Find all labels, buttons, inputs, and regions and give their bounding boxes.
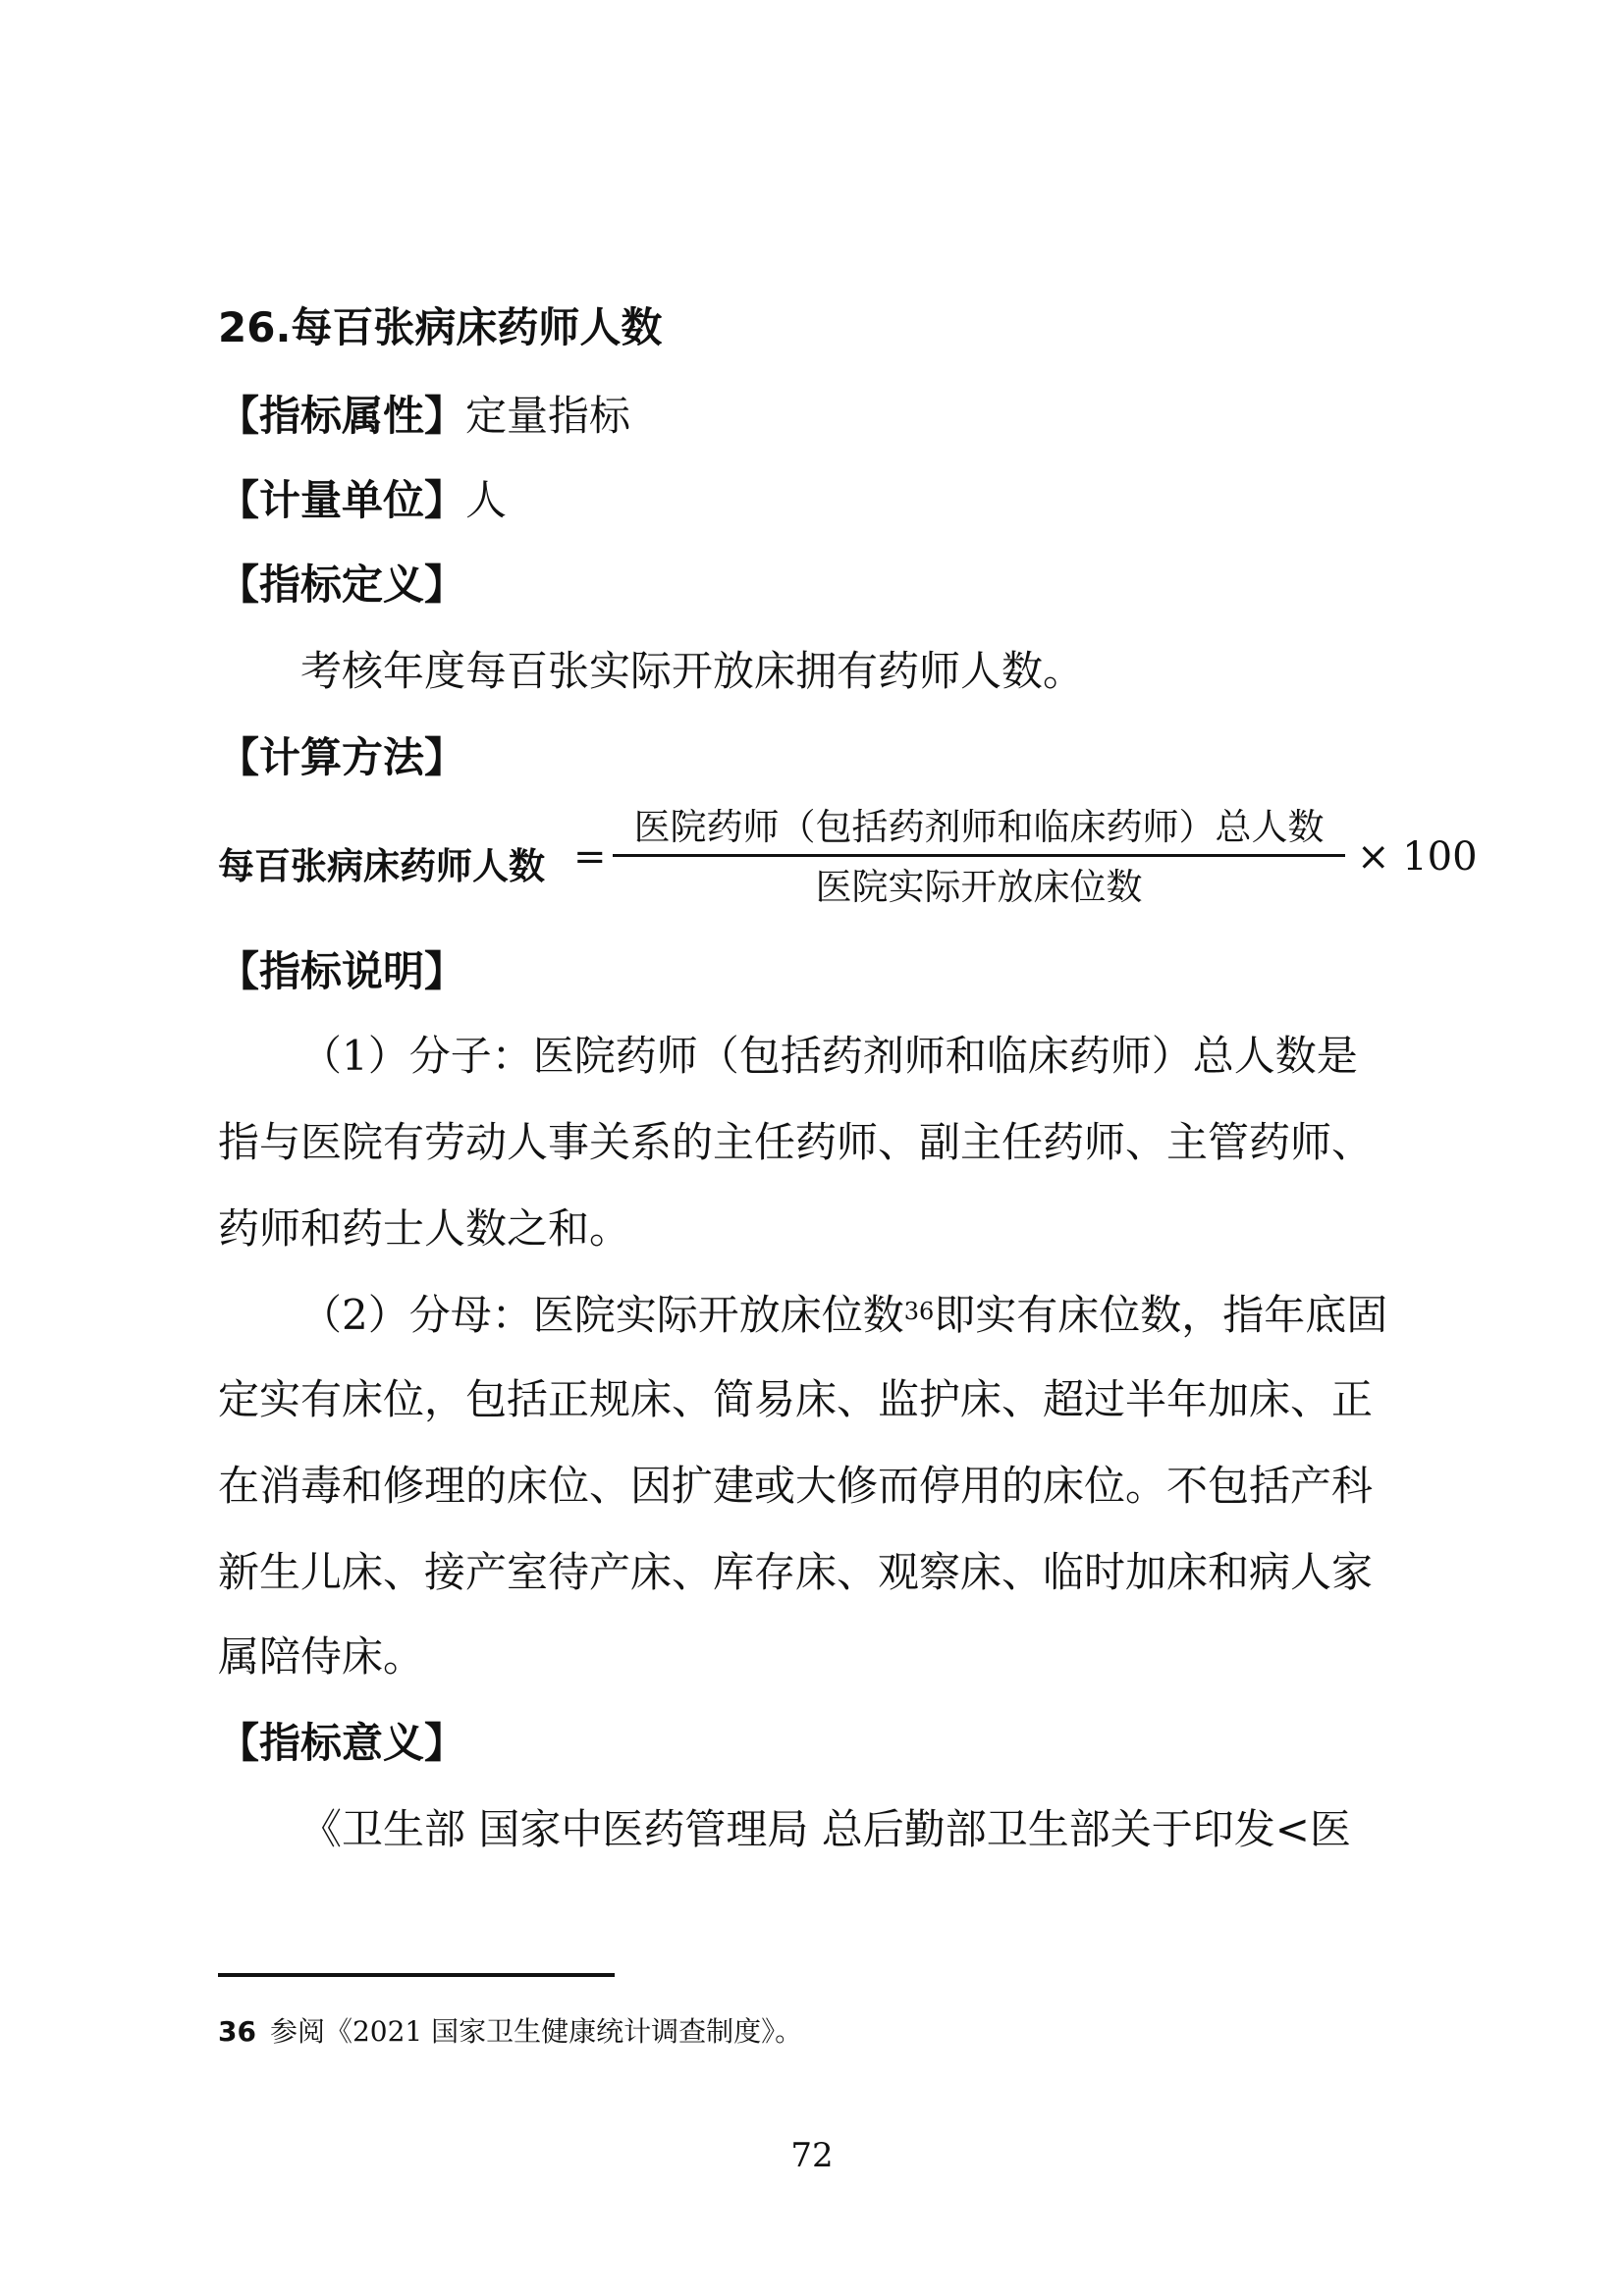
explanation-p1-line1: （1）分子：医院药师（包括药剂师和临床药师）总人数是	[300, 1032, 1358, 1080]
attribute-value: 定量指标	[465, 392, 631, 440]
fraction-bar	[613, 854, 1345, 857]
explanation-p2-line4: 新生儿床、接产室待产床、库存床、观察床、临时加床和病人家	[218, 1548, 1374, 1596]
attribute-label: 【指标属性】	[218, 392, 466, 440]
footnote-ref: 36	[903, 1298, 935, 1325]
formula-multiplier: × 100	[1357, 834, 1478, 880]
unit-value: 人	[465, 476, 508, 524]
unit-label: 【计量单位】	[218, 476, 466, 524]
section-title: 26.每百张病床药师人数	[218, 303, 663, 351]
unit-row	[218, 473, 507, 528]
explanation-p2-line1-a: （2）分母：医院实际开放床位数	[300, 1291, 904, 1339]
page-number: 72	[790, 2136, 834, 2175]
formula-denominator: 医院实际开放床位数	[815, 866, 1143, 908]
footnote-number: 36	[218, 2015, 256, 2048]
explanation-p1-line2: 指与医院有劳动人事关系的主任药师、副主任药师、主管药师、	[218, 1118, 1374, 1166]
formula-equals: =	[573, 834, 607, 880]
explanation-p2-line3: 在消毒和修理的床位、因扩建或大修而停用的床位。不包括产科	[218, 1462, 1374, 1510]
formula-fraction	[613, 803, 1345, 912]
formula-lhs: 每百张病床药师人数	[218, 845, 545, 887]
significance-label: 【指标意义】	[218, 1719, 466, 1767]
explanation-p2-line5: 属陪侍床。	[218, 1632, 425, 1681]
footnote-text: 参阅《2021 国家卫生健康统计调查制度》。	[269, 2015, 803, 2048]
footnote	[218, 2014, 802, 2050]
footnote-rule	[218, 1973, 615, 1977]
formula	[218, 803, 1478, 921]
explanation-p2-line2: 定实有床位，包括正规床、简易床、监护床、超过半年加床、正	[218, 1375, 1374, 1423]
attribute-row	[218, 389, 630, 444]
explanation-p2-line1-b: 即实有床位数，指年底固	[934, 1291, 1388, 1339]
explanation-label: 【指标说明】	[218, 947, 466, 995]
formula-numerator: 医院药师（包括药剂师和临床药师）总人数	[633, 806, 1325, 848]
method-label: 【计算方法】	[218, 733, 466, 781]
definition-text: 考核年度每百张实际开放床拥有药师人数。	[300, 647, 1085, 695]
significance-line1: 《卫生部 国家中医药管理局 总后勤部卫生部关于印发<医	[300, 1805, 1351, 1853]
definition-label: 【指标定义】	[218, 561, 466, 609]
explanation-p2-line1	[300, 1288, 1387, 1343]
explanation-p1-line3: 药师和药士人数之和。	[218, 1204, 631, 1253]
